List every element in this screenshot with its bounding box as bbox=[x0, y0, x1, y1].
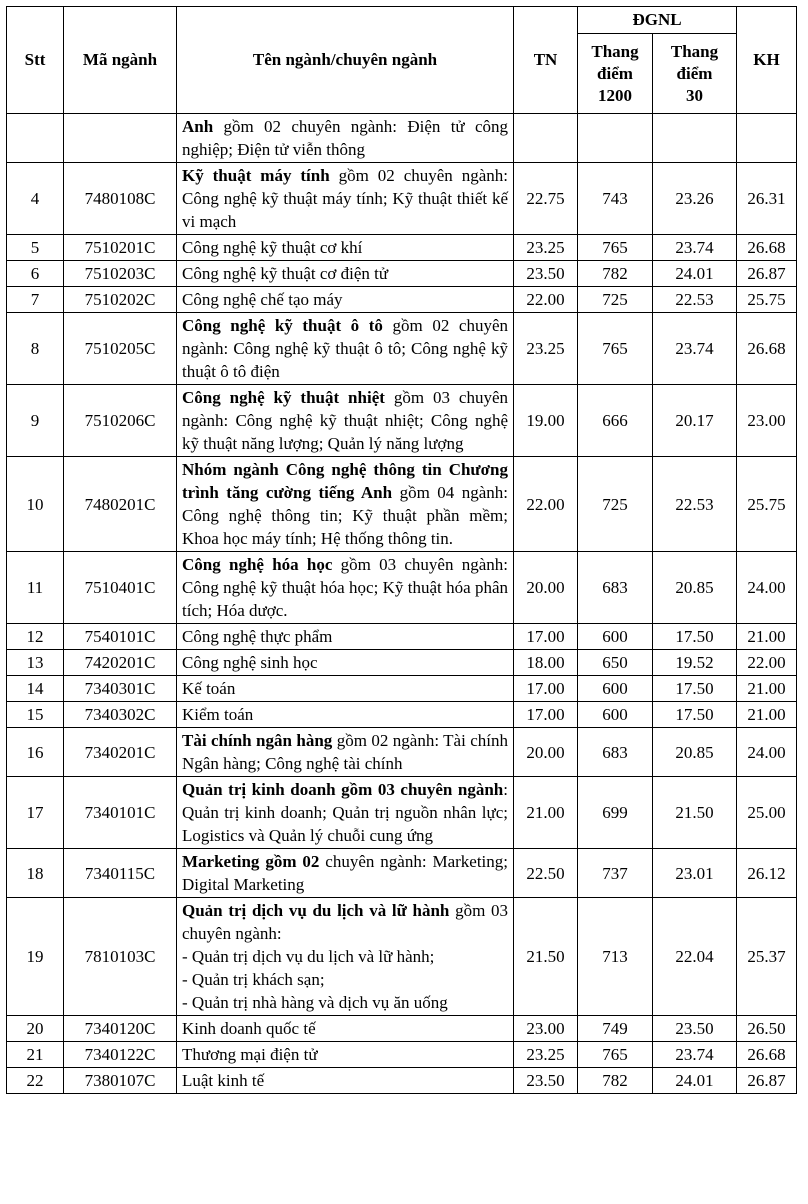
program-name-text: gồm 02 ngành: Tài chính Ngân hàng; Công nghệ tài chính bbox=[182, 731, 508, 773]
cell-kh: 21.00 bbox=[737, 624, 797, 650]
program-name-text: gồm 03 chuyên ngành: Công nghệ kỹ thuật nhiệt; Công nghệ kỹ thuật năng lượng; Quản lý năng lượng bbox=[182, 388, 508, 453]
cell-kh: 26.31 bbox=[737, 163, 797, 235]
program-name-bold: Công nghệ kỹ thuật ô tô bbox=[182, 316, 383, 335]
program-name-text: gồm 03 chuyên ngành: Công nghệ kỹ thuật hóa học; Kỹ thuật hóa phân tích; Hóa dược. bbox=[182, 555, 508, 620]
cell-dgnl-30: 24.01 bbox=[653, 1068, 737, 1094]
header-stt: Stt bbox=[7, 7, 64, 114]
cell-kh: 22.00 bbox=[737, 650, 797, 676]
cell-ten-nganh bbox=[177, 385, 514, 457]
cell-ma-nganh: 7340120C bbox=[64, 1016, 177, 1042]
cell-dgnl-30: 22.53 bbox=[653, 287, 737, 313]
cell-stt: 21 bbox=[7, 1042, 64, 1068]
cell-dgnl-1200: 600 bbox=[578, 676, 653, 702]
cell-stt: 5 bbox=[7, 235, 64, 261]
cell-dgnl-30: 23.74 bbox=[653, 1042, 737, 1068]
cell-tn: 23.25 bbox=[514, 1042, 578, 1068]
cell-ma-nganh: 7340201C bbox=[64, 728, 177, 777]
cell-dgnl-1200: 725 bbox=[578, 457, 653, 552]
cell-ten-nganh bbox=[177, 728, 514, 777]
program-name-text: Công nghệ kỹ thuật cơ điện tử bbox=[182, 264, 389, 283]
cell-ma-nganh: 7340122C bbox=[64, 1042, 177, 1068]
cell-kh: 26.12 bbox=[737, 849, 797, 898]
admission-score-table bbox=[6, 6, 797, 1094]
cell-dgnl-30: 21.50 bbox=[653, 777, 737, 849]
admission-score-table-container bbox=[6, 6, 797, 1094]
cell-ten-nganh bbox=[177, 457, 514, 552]
table-row bbox=[7, 676, 797, 702]
cell-ten-nganh bbox=[177, 163, 514, 235]
cell-dgnl-1200: 737 bbox=[578, 849, 653, 898]
program-name-bold: Anh bbox=[182, 117, 214, 136]
header-thang-diem-1200-line: 1200 bbox=[598, 85, 632, 105]
cell-tn: 22.00 bbox=[514, 457, 578, 552]
header-thang-diem-30 bbox=[653, 34, 737, 114]
cell-dgnl-1200: 743 bbox=[578, 163, 653, 235]
cell-dgnl-30: 17.50 bbox=[653, 676, 737, 702]
program-name-bold: Công nghệ hóa học bbox=[182, 555, 333, 574]
program-name-text: Thương mại điện tử bbox=[182, 1045, 318, 1064]
cell-dgnl-30: 23.74 bbox=[653, 313, 737, 385]
program-name-text: gồm 02 chuyên ngành: Công nghệ kỹ thuật máy tính; Kỹ thuật thiết kế vi mạch bbox=[182, 166, 508, 231]
header-ma-nganh: Mã ngành bbox=[64, 7, 177, 114]
cell-stt bbox=[7, 114, 64, 163]
cell-tn: 17.00 bbox=[514, 676, 578, 702]
cell-stt: 6 bbox=[7, 261, 64, 287]
program-name-text: gồm 02 chuyên ngành: Công nghệ kỹ thuật ô tô; Công nghệ kỹ thuật ô tô điện bbox=[182, 316, 508, 381]
cell-ma-nganh: 7340301C bbox=[64, 676, 177, 702]
cell-stt: 14 bbox=[7, 676, 64, 702]
cell-ma-nganh: 7540101C bbox=[64, 624, 177, 650]
program-name-bold: Tài chính ngân hàng bbox=[182, 731, 333, 750]
cell-ma-nganh: 7420201C bbox=[64, 650, 177, 676]
cell-ten-nganh bbox=[177, 676, 514, 702]
cell-dgnl-1200: 683 bbox=[578, 552, 653, 624]
program-specialization-line: - Quản trị nhà hàng và dịch vụ ăn uống bbox=[182, 993, 448, 1012]
cell-tn: 19.00 bbox=[514, 385, 578, 457]
cell-tn: 17.00 bbox=[514, 624, 578, 650]
cell-ma-nganh: 7340302C bbox=[64, 702, 177, 728]
cell-tn: 22.75 bbox=[514, 163, 578, 235]
cell-stt: 4 bbox=[7, 163, 64, 235]
cell-ma-nganh: 7810103C bbox=[64, 898, 177, 1016]
program-name-text: Công nghệ sinh học bbox=[182, 653, 318, 672]
cell-kh: 26.87 bbox=[737, 1068, 797, 1094]
program-name-text: Công nghệ kỹ thuật cơ khí bbox=[182, 238, 363, 257]
cell-kh: 25.75 bbox=[737, 287, 797, 313]
cell-dgnl-30: 17.50 bbox=[653, 624, 737, 650]
table-row bbox=[7, 552, 797, 624]
header-tn: TN bbox=[514, 7, 578, 114]
cell-dgnl-1200: 725 bbox=[578, 287, 653, 313]
cell-ma-nganh: 7340101C bbox=[64, 777, 177, 849]
header-kh: KH bbox=[737, 7, 797, 114]
program-name-bold: Công nghệ kỹ thuật nhiệt bbox=[182, 388, 385, 407]
cell-tn: 22.50 bbox=[514, 849, 578, 898]
cell-stt: 12 bbox=[7, 624, 64, 650]
cell-ten-nganh bbox=[177, 702, 514, 728]
table-row bbox=[7, 898, 797, 1016]
cell-stt: 10 bbox=[7, 457, 64, 552]
cell-kh: 24.00 bbox=[737, 728, 797, 777]
cell-ma-nganh: 7480108C bbox=[64, 163, 177, 235]
table-row bbox=[7, 849, 797, 898]
cell-tn: 22.00 bbox=[514, 287, 578, 313]
cell-tn: 21.50 bbox=[514, 898, 578, 1016]
table-row bbox=[7, 1042, 797, 1068]
cell-stt: 9 bbox=[7, 385, 64, 457]
cell-ma-nganh: 7340115C bbox=[64, 849, 177, 898]
cell-ten-nganh bbox=[177, 777, 514, 849]
cell-ma-nganh: 7510203C bbox=[64, 261, 177, 287]
header-dgnl: ĐGNL bbox=[578, 7, 737, 34]
cell-dgnl-30: 17.50 bbox=[653, 702, 737, 728]
cell-tn: 23.00 bbox=[514, 1016, 578, 1042]
header-thang-diem-30-line: 30 bbox=[686, 85, 703, 105]
cell-ten-nganh bbox=[177, 261, 514, 287]
program-name-bold: Quản trị kinh doanh gồm 03 chuyên ngành bbox=[182, 780, 504, 799]
cell-dgnl-30: 23.01 bbox=[653, 849, 737, 898]
cell-dgnl-30: 23.50 bbox=[653, 1016, 737, 1042]
program-name-text: Kiểm toán bbox=[182, 705, 254, 724]
cell-stt: 8 bbox=[7, 313, 64, 385]
program-name-text: gồm 03 chuyên ngành: bbox=[182, 901, 508, 943]
cell-dgnl-30: 24.01 bbox=[653, 261, 737, 287]
cell-tn: 23.50 bbox=[514, 261, 578, 287]
program-name-bold: Marketing gồm 02 bbox=[182, 852, 320, 871]
cell-kh: 21.00 bbox=[737, 676, 797, 702]
cell-stt: 7 bbox=[7, 287, 64, 313]
cell-ten-nganh bbox=[177, 114, 514, 163]
header-ten-nganh: Tên ngành/chuyên ngành bbox=[177, 7, 514, 114]
cell-kh: 26.68 bbox=[737, 313, 797, 385]
cell-kh: 25.00 bbox=[737, 777, 797, 849]
cell-stt: 17 bbox=[7, 777, 64, 849]
cell-kh: 26.68 bbox=[737, 235, 797, 261]
program-name-text: gồm 02 chuyên ngành: Điện tử công nghiệp; Điện tử viễn thông bbox=[182, 117, 508, 159]
table-row bbox=[7, 728, 797, 777]
header-thang-diem-1200-line: điểm bbox=[597, 63, 633, 83]
cell-ten-nganh bbox=[177, 898, 514, 1016]
cell-ma-nganh: 7510201C bbox=[64, 235, 177, 261]
cell-dgnl-1200: 683 bbox=[578, 728, 653, 777]
cell-kh: 24.00 bbox=[737, 552, 797, 624]
cell-tn: 23.25 bbox=[514, 235, 578, 261]
cell-ma-nganh: 7510206C bbox=[64, 385, 177, 457]
table-row bbox=[7, 313, 797, 385]
cell-dgnl-30: 22.04 bbox=[653, 898, 737, 1016]
cell-ten-nganh bbox=[177, 235, 514, 261]
cell-dgnl-1200: 666 bbox=[578, 385, 653, 457]
cell-tn: 20.00 bbox=[514, 552, 578, 624]
cell-ten-nganh bbox=[177, 650, 514, 676]
program-name-text: : Quản trị kinh doanh; Quản trị nguồn nhân lực; Logistics và Quản lý chuỗi cung ứng bbox=[182, 780, 508, 845]
program-name-text: chuyên ngành: Marketing; Digital Marketing bbox=[182, 852, 509, 894]
cell-ma-nganh: 7510202C bbox=[64, 287, 177, 313]
cell-dgnl-1200: 749 bbox=[578, 1016, 653, 1042]
cell-kh: 21.00 bbox=[737, 702, 797, 728]
cell-dgnl-30: 20.85 bbox=[653, 728, 737, 777]
table-row bbox=[7, 385, 797, 457]
program-specialization-line: - Quản trị khách sạn; bbox=[182, 970, 325, 989]
cell-tn: 21.00 bbox=[514, 777, 578, 849]
cell-dgnl-1200: 600 bbox=[578, 702, 653, 728]
cell-tn: 17.00 bbox=[514, 702, 578, 728]
cell-stt: 16 bbox=[7, 728, 64, 777]
table-row bbox=[7, 235, 797, 261]
table-body bbox=[7, 114, 797, 1094]
cell-kh: 23.00 bbox=[737, 385, 797, 457]
cell-stt: 22 bbox=[7, 1068, 64, 1094]
table-row bbox=[7, 702, 797, 728]
cell-ten-nganh bbox=[177, 1016, 514, 1042]
program-name-text: Công nghệ thực phẩm bbox=[182, 627, 333, 646]
cell-dgnl-1200: 765 bbox=[578, 235, 653, 261]
cell-stt: 11 bbox=[7, 552, 64, 624]
cell-ten-nganh bbox=[177, 624, 514, 650]
cell-kh: 26.50 bbox=[737, 1016, 797, 1042]
cell-stt: 13 bbox=[7, 650, 64, 676]
cell-ma-nganh bbox=[64, 114, 177, 163]
cell-dgnl-30: 19.52 bbox=[653, 650, 737, 676]
cell-tn bbox=[514, 114, 578, 163]
cell-kh: 26.87 bbox=[737, 261, 797, 287]
cell-dgnl-1200: 699 bbox=[578, 777, 653, 849]
cell-dgnl-30: 22.53 bbox=[653, 457, 737, 552]
cell-kh: 25.75 bbox=[737, 457, 797, 552]
table-row bbox=[7, 114, 797, 163]
cell-stt: 20 bbox=[7, 1016, 64, 1042]
cell-dgnl-30: 20.17 bbox=[653, 385, 737, 457]
cell-dgnl-30: 20.85 bbox=[653, 552, 737, 624]
cell-stt: 19 bbox=[7, 898, 64, 1016]
header-thang-diem-30-line: Thang bbox=[670, 41, 719, 61]
cell-ten-nganh bbox=[177, 1068, 514, 1094]
program-name-bold: Nhóm ngành Công nghệ thông tin Chương trình tăng cường tiếng Anh bbox=[182, 460, 508, 502]
table-row bbox=[7, 650, 797, 676]
program-name-text: gồm 04 ngành: Công nghệ thông tin; Kỹ thuật phần mềm; Khoa học máy tính; Hệ thống thông tin. bbox=[182, 483, 508, 548]
table-row bbox=[7, 261, 797, 287]
cell-stt: 18 bbox=[7, 849, 64, 898]
cell-dgnl-1200: 782 bbox=[578, 1068, 653, 1094]
header-thang-diem-1200-line: Thang bbox=[591, 41, 639, 61]
cell-ma-nganh: 7510401C bbox=[64, 552, 177, 624]
cell-dgnl-1200: 782 bbox=[578, 261, 653, 287]
table-row bbox=[7, 777, 797, 849]
program-name-text: Luật kinh tế bbox=[182, 1071, 265, 1090]
header-thang-diem-1200 bbox=[578, 34, 653, 114]
table-row bbox=[7, 624, 797, 650]
cell-tn: 23.50 bbox=[514, 1068, 578, 1094]
cell-tn: 18.00 bbox=[514, 650, 578, 676]
cell-ten-nganh bbox=[177, 287, 514, 313]
cell-dgnl-30: 23.74 bbox=[653, 235, 737, 261]
cell-dgnl-30 bbox=[653, 114, 737, 163]
cell-ten-nganh bbox=[177, 552, 514, 624]
program-name-text: Kinh doanh quốc tế bbox=[182, 1019, 316, 1038]
cell-ten-nganh bbox=[177, 1042, 514, 1068]
program-specialization-line: - Quản trị dịch vụ du lịch và lữ hành; bbox=[182, 947, 435, 966]
cell-ma-nganh: 7380107C bbox=[64, 1068, 177, 1094]
table-row bbox=[7, 457, 797, 552]
cell-ten-nganh bbox=[177, 849, 514, 898]
cell-ma-nganh: 7510205C bbox=[64, 313, 177, 385]
cell-kh: 25.37 bbox=[737, 898, 797, 1016]
cell-stt: 15 bbox=[7, 702, 64, 728]
cell-kh: 26.68 bbox=[737, 1042, 797, 1068]
cell-kh bbox=[737, 114, 797, 163]
program-name-bold: Kỹ thuật máy tính bbox=[182, 166, 330, 185]
program-name-text: Kế toán bbox=[182, 679, 236, 698]
table-row bbox=[7, 287, 797, 313]
cell-ten-nganh bbox=[177, 313, 514, 385]
table-row bbox=[7, 1016, 797, 1042]
cell-dgnl-1200: 765 bbox=[578, 313, 653, 385]
cell-dgnl-1200: 650 bbox=[578, 650, 653, 676]
cell-dgnl-1200: 600 bbox=[578, 624, 653, 650]
cell-dgnl-1200 bbox=[578, 114, 653, 163]
program-name-text: Công nghệ chế tạo máy bbox=[182, 290, 343, 309]
table-row bbox=[7, 163, 797, 235]
table-row bbox=[7, 1068, 797, 1094]
cell-ma-nganh: 7480201C bbox=[64, 457, 177, 552]
cell-dgnl-1200: 713 bbox=[578, 898, 653, 1016]
cell-dgnl-30: 23.26 bbox=[653, 163, 737, 235]
cell-tn: 20.00 bbox=[514, 728, 578, 777]
cell-tn: 23.25 bbox=[514, 313, 578, 385]
header-thang-diem-30-line: điểm bbox=[676, 63, 713, 83]
cell-dgnl-1200: 765 bbox=[578, 1042, 653, 1068]
program-name-bold: Quản trị dịch vụ du lịch và lữ hành bbox=[182, 901, 450, 920]
